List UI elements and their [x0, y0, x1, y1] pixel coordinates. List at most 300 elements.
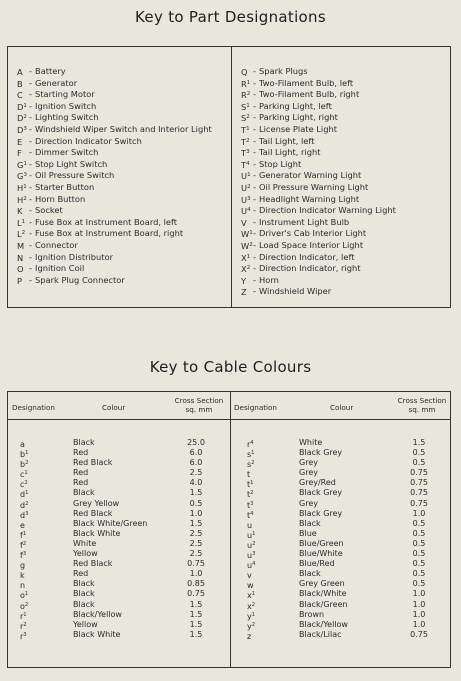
cable-letter: r [247, 440, 251, 449]
cable-letter: x [247, 591, 252, 601]
part-row [241, 170, 449, 182]
dash-separator: - [29, 147, 32, 158]
part-description: Socket [35, 205, 63, 216]
part-row [241, 101, 449, 113]
cable-row [8, 488, 230, 498]
part-description: Direction Indicator Switch [35, 135, 142, 146]
parts-list-right [241, 66, 449, 298]
cable-superscript: 2 [251, 621, 256, 628]
cable-colour: Black White [73, 629, 121, 639]
part-row [17, 78, 229, 90]
part-superscript: 2 [246, 91, 251, 98]
cable-cross-section: 0.75 [410, 498, 428, 508]
cable-letter: d [20, 500, 26, 510]
header-designation-right: Designation [234, 403, 277, 412]
cable-superscript: 1 [24, 470, 28, 477]
part-code [241, 182, 250, 194]
cable-letter: y [247, 611, 252, 621]
cable-cross-section: 0.5 [412, 579, 426, 589]
part-letter: E [17, 136, 23, 147]
cable-cross-section: 2.5 [189, 468, 203, 478]
part-letter: T [241, 148, 247, 159]
cable-superscript: 4 [250, 510, 254, 517]
cable-colour: Black [73, 488, 95, 498]
part-superscript: 4 [247, 207, 251, 214]
dash-separator: - [253, 251, 256, 262]
part-description: Instrument Light Bulb [259, 216, 350, 227]
part-superscript: 2 [246, 265, 251, 272]
part-row [17, 170, 229, 182]
part-superscript: 1 [23, 183, 27, 190]
part-description: Direction Indicator, left [259, 251, 355, 262]
cable-letter: f [20, 530, 23, 540]
part-description: Horn Button [35, 193, 86, 204]
part-row [241, 252, 449, 264]
cable-letter: w [247, 581, 254, 591]
cable-superscript: 2 [25, 500, 29, 507]
cable-cross-section: 25.0 [187, 438, 205, 447]
cable-row [231, 468, 452, 478]
part-description: Fuse Box at Instrument Board, right [35, 228, 184, 239]
part-row [17, 240, 229, 252]
cable-colour: Blue [299, 528, 317, 538]
cable-letter: s [247, 460, 252, 470]
part-row [241, 286, 449, 298]
cable-cross-section: 1.5 [189, 599, 203, 609]
part-code [17, 205, 26, 217]
cable-superscript: 4 [252, 561, 256, 568]
part-description: Stop Light Switch [35, 158, 108, 169]
part-letter: G [17, 159, 24, 170]
header-section-left [174, 397, 224, 414]
cable-letter: e [20, 520, 25, 530]
cable-superscript: 2 [25, 460, 29, 467]
part-letter: Y [241, 275, 247, 286]
cable-letter: u [247, 530, 253, 540]
cable-colour: Brown [299, 609, 325, 619]
part-description: Tail Light, right [259, 147, 321, 158]
part-row [241, 194, 449, 206]
part-letter: F [17, 148, 22, 159]
cable-colour: Red [73, 468, 89, 478]
cable-colour: Black [73, 579, 95, 589]
part-code [17, 275, 26, 287]
cable-superscript: 4 [250, 440, 254, 446]
cable-superscript: 1 [22, 530, 27, 537]
dash-separator: - [29, 100, 32, 111]
dash-separator: - [29, 274, 32, 285]
cable-cross-section: 0.5 [412, 538, 426, 548]
part-row [17, 205, 229, 217]
cable-cross-section: 0.5 [412, 549, 426, 559]
parts-key-box [7, 46, 451, 308]
cable-superscript: 1 [250, 480, 254, 487]
part-letter: X [241, 264, 247, 275]
cable-colour: Black/Lilac [299, 629, 342, 639]
part-superscript: 1 [23, 160, 27, 167]
parts-title: Key to Part Designations [135, 8, 326, 26]
cable-superscript: 3 [23, 631, 27, 638]
part-row [241, 147, 449, 159]
cable-letter: o [20, 591, 25, 601]
cable-letter: c [20, 480, 25, 490]
cable-row [231, 539, 452, 549]
part-description: Direction Indicator Warning Light [259, 205, 396, 216]
cable-cross-section: 1.5 [189, 609, 203, 619]
dash-separator: - [29, 239, 32, 250]
cable-row [8, 579, 230, 589]
cable-colour: Blue/Green [299, 538, 344, 548]
part-description: Oil Pressure Switch [35, 170, 115, 181]
cable-colour: Red Black [73, 458, 113, 468]
dash-separator: - [253, 100, 256, 111]
part-code [241, 170, 250, 182]
cable-superscript: 1 [24, 591, 29, 598]
part-superscript: 2 [247, 183, 251, 190]
part-letter: S [241, 113, 247, 124]
dash-separator: - [29, 89, 32, 100]
dash-separator: - [29, 228, 32, 239]
part-code [17, 101, 26, 113]
cable-colour: Black [299, 569, 321, 579]
cable-letter: t [247, 510, 251, 520]
part-code [241, 217, 250, 229]
cable-row [231, 569, 452, 579]
part-code [241, 240, 253, 252]
cable-cross-section: 1.0 [189, 508, 203, 518]
part-letter: L [17, 229, 22, 240]
header-section-label: Cross Section [397, 396, 447, 405]
dash-separator: - [253, 135, 256, 146]
cable-cross-section: 0.5 [189, 498, 203, 508]
cable-superscript: 3 [22, 551, 27, 558]
cable-letter: r [20, 631, 24, 641]
cable-row [8, 539, 230, 549]
cable-letter: f [20, 551, 23, 561]
cable-colour: Grey/Red [299, 478, 336, 488]
parts-divider [231, 47, 232, 307]
cable-colour: Blue/Red [299, 559, 335, 569]
cable-letter: s [247, 450, 252, 460]
dash-separator: - [253, 263, 256, 274]
cable-superscript: 2 [24, 601, 29, 608]
dash-separator: - [29, 251, 32, 262]
cable-row [231, 458, 452, 468]
part-letter: V [241, 217, 247, 228]
cable-letter: d [20, 510, 26, 520]
cable-row [231, 600, 452, 610]
cable-row [8, 438, 230, 448]
dash-separator: - [29, 170, 32, 181]
cable-cross-section: 0.75 [187, 589, 205, 599]
part-superscript: 1 [21, 218, 26, 225]
part-letter: T [241, 159, 247, 170]
cable-list-right [231, 438, 452, 640]
part-letter: G [17, 171, 24, 182]
part-row [17, 228, 229, 240]
cable-cross-section: 1.5 [189, 619, 203, 629]
cable-letter: d [20, 490, 26, 500]
part-row [17, 112, 229, 124]
cable-colour: Black [73, 589, 95, 599]
cable-colour: Grey [299, 458, 318, 468]
cable-row [8, 610, 230, 620]
cable-cross-section: 2.5 [189, 549, 203, 559]
cable-colour: Black/Yellow [299, 619, 348, 629]
part-description: Parking Light, right [259, 112, 338, 123]
part-code [241, 159, 250, 171]
part-row [17, 124, 229, 136]
cable-letter: a [20, 440, 25, 449]
part-superscript: 1 [246, 125, 250, 132]
part-description: Windshield Wiper Switch and Interior Light [35, 123, 212, 134]
part-description: Two-Filament Bulb, left [259, 77, 354, 88]
part-code [17, 78, 26, 90]
dash-separator: - [29, 112, 32, 123]
part-code [17, 112, 26, 124]
cable-row [231, 478, 452, 488]
part-row [241, 124, 449, 136]
part-letter: C [17, 90, 23, 101]
part-superscript: 1 [246, 79, 251, 86]
cable-letter: b [20, 450, 26, 460]
cable-superscript: 2 [250, 490, 254, 497]
dash-separator: - [253, 228, 256, 239]
part-row [241, 263, 449, 275]
dash-separator: - [253, 205, 256, 216]
part-superscript: 1 [247, 172, 251, 179]
part-description: Ignition Coil [35, 263, 85, 274]
cable-colour: Red [73, 478, 89, 488]
dash-separator: - [253, 170, 256, 181]
part-code [241, 194, 250, 206]
header-section-unit: sq. mm [408, 404, 436, 414]
part-letter: Z [241, 287, 247, 298]
part-superscript: 2 [246, 137, 250, 144]
part-code [17, 89, 26, 101]
cable-colour: Black Grey [299, 488, 343, 498]
part-letter: S [241, 101, 247, 112]
part-description: Dimmer Switch [35, 147, 99, 158]
part-code [241, 78, 250, 90]
part-row [17, 89, 229, 101]
header-section-label: Cross Section [174, 396, 224, 405]
part-superscript: 1 [249, 230, 253, 237]
part-description: Connector [35, 239, 78, 250]
cable-row [231, 519, 452, 529]
dash-separator: - [29, 205, 32, 216]
header-colour-left: Colour [102, 403, 126, 412]
cable-superscript: 1 [252, 530, 256, 537]
cable-list-left [8, 438, 230, 640]
cable-superscript: 2 [24, 480, 28, 487]
part-description: Spark Plugs [259, 66, 308, 76]
cable-letter: u [247, 520, 253, 530]
cable-row [231, 589, 452, 599]
part-row [241, 66, 449, 78]
part-superscript: 3 [23, 172, 27, 179]
cable-colour: Grey Green [299, 579, 345, 589]
part-row [17, 147, 229, 159]
part-description: Two-Filament Bulb, right [259, 89, 360, 100]
part-description: Oil Pressure Warning Light [259, 181, 369, 192]
part-letter: U [241, 182, 248, 193]
cable-row [8, 509, 230, 519]
part-letter: P [17, 275, 23, 286]
part-code [17, 240, 26, 252]
cable-cross-section: 6.0 [189, 458, 203, 468]
cable-cross-section: 0.5 [412, 458, 426, 468]
part-code [17, 136, 26, 148]
part-description: Lighting Switch [35, 112, 99, 123]
cable-row [8, 630, 230, 640]
cable-row [8, 600, 230, 610]
cable-row [8, 569, 230, 579]
cable-designation [247, 630, 251, 642]
part-code [241, 286, 250, 298]
part-superscript: 4 [246, 160, 250, 167]
dash-separator: - [253, 181, 256, 192]
cable-cross-section: 0.75 [410, 488, 428, 498]
cable-row [231, 630, 452, 640]
part-code [17, 228, 26, 240]
part-description: Ignition Distributor [35, 251, 114, 262]
dash-separator: - [29, 158, 32, 169]
cable-row [8, 529, 230, 539]
part-letter: W [241, 229, 250, 240]
cable-letter: f [20, 540, 23, 550]
cable-superscript: 1 [25, 450, 29, 457]
cable-colour: Blue/White [299, 549, 343, 559]
cable-designation [20, 630, 27, 642]
cable-letter: v [247, 571, 252, 581]
part-superscript: 3 [246, 149, 250, 156]
cable-superscript: 2 [22, 540, 27, 547]
cable-cross-section: 1.0 [412, 599, 426, 609]
part-superscript: 2 [23, 195, 27, 202]
part-row [241, 89, 449, 101]
part-row [17, 66, 229, 78]
dash-separator: - [253, 239, 256, 250]
cable-letter: k [20, 571, 25, 581]
cable-superscript: 2 [251, 460, 255, 467]
cable-cross-section: 1.0 [412, 589, 426, 599]
dash-separator: - [29, 193, 32, 204]
part-superscript: 1 [23, 102, 27, 109]
part-row [241, 228, 449, 240]
part-row [17, 217, 229, 229]
cable-letter: u [247, 551, 253, 561]
part-code [241, 275, 250, 287]
cable-colour: Black/Green [299, 599, 348, 609]
part-code [17, 159, 26, 171]
cable-row [8, 549, 230, 559]
dash-separator: - [253, 274, 256, 285]
part-code [241, 263, 250, 275]
part-description: Ignition Switch [35, 100, 97, 111]
cable-cross-section: 1.5 [189, 518, 203, 528]
cable-cross-section: 0.5 [412, 559, 426, 569]
cable-letter: n [20, 581, 26, 591]
part-description: Headlight Warning Light [259, 193, 360, 204]
cable-superscript: 2 [252, 540, 256, 547]
cable-colour: Black/Yellow [73, 609, 122, 619]
cable-superscript: 1 [23, 611, 27, 618]
part-letter: W [241, 240, 250, 251]
cable-colour: Red Black [73, 559, 113, 569]
cable-colour: White [299, 438, 323, 447]
part-description: Generator Warning Light [259, 170, 362, 181]
cable-row [231, 620, 452, 630]
part-letter: L [17, 217, 22, 228]
part-row [17, 136, 229, 148]
cable-letter: t [247, 490, 251, 500]
cable-cross-section: 0.85 [187, 579, 205, 589]
cable-colour: Grey Yellow [73, 498, 120, 508]
cables-title: Key to Cable Colours [149, 358, 312, 376]
cable-superscript: 3 [250, 500, 254, 507]
part-letter: M [17, 240, 25, 251]
part-row [241, 205, 449, 217]
header-colour-right: Colour [330, 403, 354, 412]
part-superscript: 1 [246, 253, 251, 260]
cable-superscript: 1 [251, 611, 256, 618]
cable-colour: White [73, 538, 97, 548]
part-description: Driver's Cab Interior Light [259, 228, 367, 239]
cable-cross-section: 0.75 [410, 629, 428, 639]
cable-colour-table [7, 391, 451, 668]
part-description: License Plate Light [259, 123, 338, 134]
part-superscript: 3 [23, 125, 27, 132]
cable-letter: c [20, 470, 25, 480]
cable-cross-section: 0.75 [187, 559, 205, 569]
cable-letter: u [247, 561, 253, 571]
cable-row [231, 509, 452, 519]
cable-colour: Black White/Green [73, 518, 148, 528]
part-code [241, 89, 250, 101]
cable-row [8, 620, 230, 630]
cable-cross-section: 2.5 [189, 538, 203, 548]
cable-superscript: 2 [251, 601, 256, 608]
cable-row [8, 448, 230, 458]
part-code [241, 205, 250, 217]
cable-colour: Black [73, 438, 95, 447]
part-letter: U [241, 171, 248, 182]
part-row [17, 182, 229, 194]
cable-row [8, 559, 230, 569]
part-code [241, 101, 250, 113]
part-row [241, 182, 449, 194]
dash-separator: - [253, 66, 256, 76]
dash-separator: - [29, 135, 32, 146]
dash-separator: - [29, 263, 32, 274]
part-row [241, 240, 449, 252]
cable-superscript: 3 [25, 510, 29, 517]
part-description: Direction Indicator, right [259, 263, 361, 274]
part-code [17, 217, 26, 229]
part-code [241, 147, 250, 159]
part-row [241, 217, 449, 229]
cable-cross-section: 1.0 [412, 609, 426, 619]
cable-letter: b [20, 460, 26, 470]
header-section-unit: sq. mm [185, 404, 213, 414]
part-code [17, 66, 26, 78]
cable-row [231, 549, 452, 559]
cable-row [231, 610, 452, 620]
cable-colour: Black [73, 599, 95, 609]
cable-colour: Black Grey [299, 448, 343, 458]
part-letter: R [241, 78, 247, 89]
